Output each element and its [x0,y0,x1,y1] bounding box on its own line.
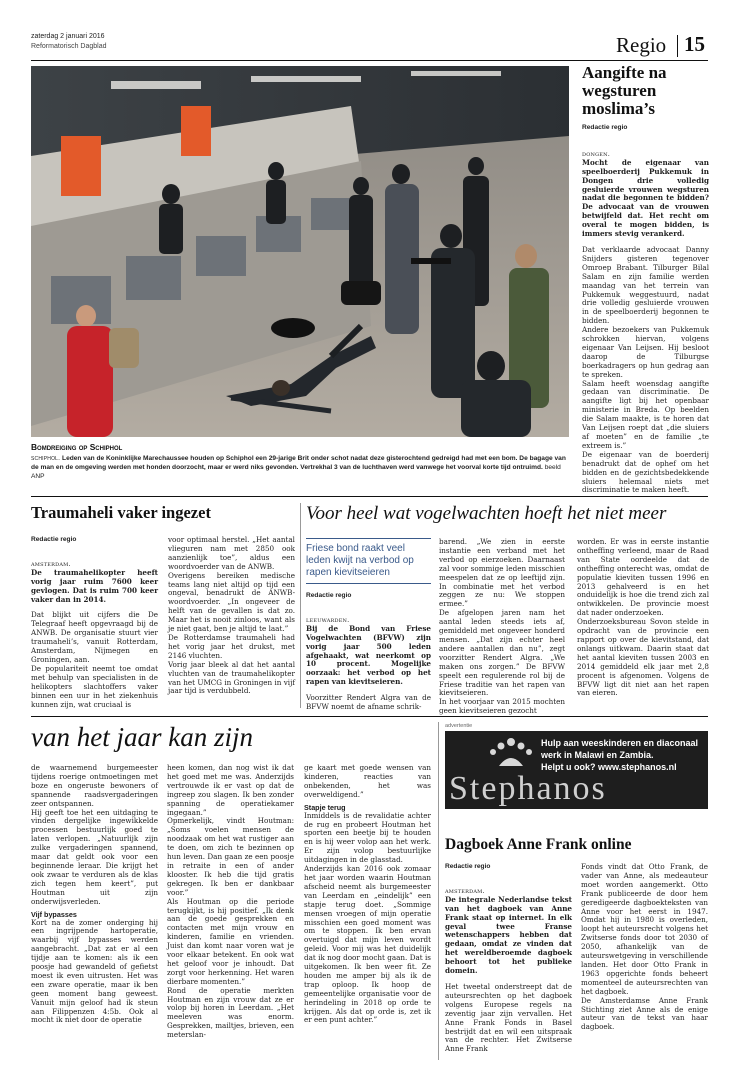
vogel-place: leeuwarden. [306,615,350,624]
schiphol-photo [31,66,569,437]
caption-title: Bomdreiging op Schiphol [31,442,123,452]
anne-col2: Fonds vindt dat Otto Frank, de vader van Anne, als medeauteur moet worden aangemerkt. Otto Frank publiceerde de door hem geredigeerde dagboekteksten van Anne voor het eerst in 1947. Omdat hij in 1980 is overleden, loopt het auteursrecht volgens het Zwitserse fonds door tot 2030 of 2050, afhankelijk van de auteurswetgeving in verschillende landen. Het door Otto Frank in 1963 opgerichte fonds beheert momenteel de auteursrechten van het dagboek. De Amsterdamse Anne Frank Stichting ziet Anne als de enige auteur van de tekst van haar dagboek. [581,862,708,1032]
jaar-headline: van het jaar kan zijn [31,722,253,752]
section-name: Regio [616,33,667,57]
masthead-rule [31,60,708,61]
trauma-lead: De traumahelikopter heeft vorig jaar ruim 7600 keer gevlogen. Dat is ruim 700 keer vaker dan in 2014. [31,567,158,604]
jaar-article [31,722,433,1062]
hands-logo-icon [481,736,541,768]
trauma-col2: voor optimaal herstel. „Het aantal vlieguren nam met 2850 ook aanzienlijk toe”, aldus een woordvoerder van de ANWB. Overigens bereiken medische teams lang niet altijd op tijd een ongeval, benadrukt de ANWB-woordvoerder. „In ongeveer de helft van de gevallen is dat zo. Maar het is nooit zinloos, want als je niet gaat, ben je altijd te laat.” De Rotterdamse traumaheli had het vorig jaar het drukst, met 2146 vluchten. Vorig jaar bleek al dat het aantal vluchten van de traumahelikopter van het UMCG in Groningen in vijf jaar tijd is verdubbeld. [168,535,295,696]
jaar-col3b: Inmiddels is de revalidatie achter de rug en probeert Houtman het sporten een beetje bij te houden en is hij weer volop aan het werk. Er zijn volop bestuurlijke uitdagingen in de glasstad. Anderzijds kan 2016 ook zomaar het jaar worden waarin Houtman afscheid neemt als burgemeester van Leerdam en „eindelijk” een stapje terug doet. „Sommige mensen vroegen of mijn operatie misschien een goed moment was om te stoppen. Ik ben ervan overtuigd dat mijn leven wordt geleid. Voor mij was het duidelijk dat ik nog door mocht gaan. Dat is uitgekomen. Ik ben weer fit. Ze houden me amper bij als ik de trap oploop. Ik hoop de gemeentelijke organisatie voor de herindeling in 2018 op orde te krijgen. Als dat op orde is, zet ik er een punt achter.” [304,810,431,1025]
edition-date: zaterdag 2 januari 2016 [31,33,105,40]
trauma-byline: Redactie regio [31,536,77,543]
vogel-col1-tail: Voorzitter Rendert Algra van de BFVW noemt de afname schrik- [306,693,431,712]
ad-line2: werk in Malawi en Zambia. [541,750,654,760]
ad-line3[interactable]: Helpt u ook? www.stephanos.nl [541,762,677,772]
moslima-place: dongen. [582,149,610,158]
moslima-article [582,63,709,495]
vogel-headline: Voor heel wat vogelwachten hoeft het niet meer [306,503,667,524]
section-divider [677,35,678,57]
trauma-headline: Traumaheli vaker ingezet [31,503,211,522]
divider-trauma-vogel [300,503,301,708]
vogel-lead: Bij de Bond van Friese Vogelwachten (BFVW) zijn vorig jaar 500 leden afgehaakt, wat neerkomt op 10 procent. Mogelijke oorzaak: het verbod op het rapen van kievitseieren. [306,623,431,687]
photo-credit: beeld ANP [31,464,561,480]
paper-name: Reformatorisch Dagblad [31,43,107,50]
page-number: 15 [684,32,705,56]
jaar-col1: de waarnemend burgemeester tijdens roerige ontmoetingen met boze en ongeruste bewoners of spannende raadsvergaderingen zeer ontspannen. Hij geeft toe het een uitdaging te vinden dergelijke ingewikkelde processen bestuurlijk goed te laten verlopen. „Natuurlijk zijn zulke vergaderingen spannend, maar dat geldt ook voor een beginnende leraar. Die krijgt het ook zwaar te verduren als de klas zich tegen hem keert”, put Houtman uit zijn onderwijsverleden. [31,763,158,906]
vogel-byline: Redactie regio [306,592,352,599]
vogel-article [306,503,709,716]
jaar-col3a: ge kaart met goede wensen van kinderen, reacties van onbekenden, het was overweldigend.” [304,763,431,799]
anne-lead: De integrale Nederlandse tekst van het dagboek van Anne Frank staat op internet. In elk geval twee Franse wetenschappers hebben dat gedaan, omdat ze vinden dat het wereldberoemde dagboek behoort tot het publieke domein. [445,894,572,976]
rule-mid-1 [31,496,708,497]
moslima-lead: Mocht de eigenaar van speelboerderij Pukkemuk in Dongen drie volledig gesluierde vrouwen wegsturen nadat die begonnen te bidden? De advocaat van de vrouwen betwijfeld dat. Het recht om overal te mogen bidden, is immers stevig verankerd. [582,157,709,239]
caption-place: schiphol. [31,455,61,462]
jaar-col2: heen komen, dan nog wist ik dat het goed met me was. Anderzijds vertrouwde ik er vast op dat de ingreep zou slagen. Ik ben zonder spanning de operatiekamer ingegaan.” Opmerkelijk, vindt Houtman: „Soms voelen mensen de noodzaak om het wat rustiger aan te doen, om zich te bezinnen op hun leven. Dan gaan ze een poosje in retraite in een of ander klooster. Ik heb die tijd gratis gekregen. Ik ben er dankbaar voor.” Als Houtman op die periode terugkijkt, is hij positief. „Ik denk aan de goede gesprekken en contacten met mijn vrouw en kinderen, familie en vrienden. Juist dan komt naar voren wat je voor elkaar betekent. En ook wat het geloof voor je inhoudt. Dat zorgt voor herkenning. Het waren dierbare momenten.” Rond de operatie merkten Houtman en zijn vrouw dat ze er volop bij horen in Leerdam. „Het meeleven was enorm. Gesprekken, mailtjes, brieven, een meterslan- [167,763,294,1040]
moslima-headline: Aangifte na wegsturen moslima’s [582,63,667,118]
anne-col1: Het tweetal onderstreept dat de auteursrechten op het dagboek volgens Europese regels na zeventig jaar zijn vervallen. Het Anne Frank Fonds in Basel bestrijdt dat en wil een uitspraak van de rechter. Het Zwitserse Anne Frank [445,981,572,1054]
anne-article [445,836,708,1062]
vogel-col2: barend. „We zien in eerste instantie een verband met het verbod op eierzoeken. Daarnaast zal voor sommige leden misschien meespelen dat ze op leeftijd zijn. In combinatie met het verbod zeggen ze nu: We stoppen ermee.” De afgelopen jaren nam het aantal leden steeds iets af, gemiddeld met ongeveer honderd mensen. „Dat zijn echter heel andere aantallen dan nu”, zegt voorzitter Rendert Algra. „We maken ons zorgen.” De BFVW speelt een regulerende rol bij de Friese traditie van het rapen van kievitseieren. In het voorjaar van 2015 mochten geen kievitseieren gezocht [439,537,565,716]
anne-headline: Dagboek Anne Frank online [445,836,632,853]
ad-line1: Hulp aan weeskinderen en diaconaal [541,738,699,748]
trauma-col1: Dat blijkt uit cijfers die De Telegraaf heeft opgevraagd bij de ANWB. De organisatie stuurt vier traumaheli’s, vanuit Rotterdam, Amsterdam, Nijmegen en Groningen, aan. De populariteit neemt toe omdat met behulp van specialisten in de helikopters slachtoffers vaker binnen een uur in het ziekenhuis kunnen zijn, wat cruciaal is [31,610,158,709]
moslima-byline: Redactie regio [582,124,628,131]
caption-text: Leden van de Koninklijke Marechaussee houden op Schiphol een 29-jarige Brit onder schot nadat deze gisterochtend gedreigd had met een bom. De bagage van de man en de omgeving werden met honden doorzocht, maar er werd niks gevonden. Vertrekhal 3 van de luchthaven werd vanwege het voorval korte tijd ontruimd. [31,455,566,471]
trauma-place: amsterdam. [31,559,71,568]
rule-mid-2 [31,716,708,717]
anne-byline: Redactie regio [445,863,491,870]
jaar-sub2: Stapje terug [304,802,346,812]
photo-caption [31,442,569,481]
anne-place: amsterdam. [445,886,485,895]
ad-label: advertentie [445,723,473,729]
vogel-deck: Friese bond raakt veel leden kwijt na verbod op rapen kievitseieren [306,538,431,584]
ad-brand: Stephanos [449,770,607,807]
trauma-article [31,503,295,713]
jaar-col1b: Kort na de zomer onderging hij een ingrijpende hartoperatie, waarbij vijf bypasses werden aangebracht. „Dat zat er al een tijdje aan te komen: als ik een poosje had gewandeld of gefietst moest ik even uitrusten. Het was een zware operatie, maar ik ben geen moment bang geweest. Vanuit mijn geloof had ik steun aan Filippenzen 4:5b. Ook al mocht ik niet door de operatie [31,917,158,1025]
stephanos-ad[interactable] [445,731,708,809]
moslima-body: Dat verklaarde advocaat Danny Snijders gisteren tegenover Omroep Brabant. Tilburger Bilal Salam en zijn familie werden maandag van het terrein van Pukkemuk weggestuurd, nadat drie volledig gesluierde vrouwen in de speelboerderij begonnen te bidden. Andere bezoekers van Pukkemuk schrokken hiervan, volgens eigenaar Van Leijsen. Hij besloot daarop de Tilburgse boerkadragers op hun gedrag aan te spreken. Salam heeft woensdag aangifte gedaan van discriminatie. De aangifte ligt bij het openbaar ministerie in Breda. Op beelden die Salam maakte, is te horen dat Van Leijsen roept dat „die sluiers af moeten” en de familie „te extreem is.” De eigenaar van de boerderij benadrukt dat de ophef om het bidden en de gezichtsbedekkende sluiers helemaal niets met discriminatie te maken heeft. [582,244,709,495]
divider-jaar-ad [438,722,439,1060]
jaar-sub1: Vijf bypasses [31,909,77,919]
vogel-col3: worden. Er was in eerste instantie ontheffing verleend, maar de Raad van State oordeelde dat de ontheffing onterecht was, omdat de populatie kieviten tussen 1996 en 2013 gehalveerd is en het onduidelijk is hoe die trend zich zal ontwikkelen. De provincie moest dat nader onderzoeken. Onderzoeksbureau Sovon stelde in opdracht van de provincie een rapport op over de kievitstand, dat onlangs uitkwam. Daarin staat dat het aantal kieviten tussen 2003 en 2014 gemiddeld elk jaar met 2,8 procent is afgenomen. Volgens de BFVW ligt dit niet aan het rapen van eieren. [577,537,709,698]
